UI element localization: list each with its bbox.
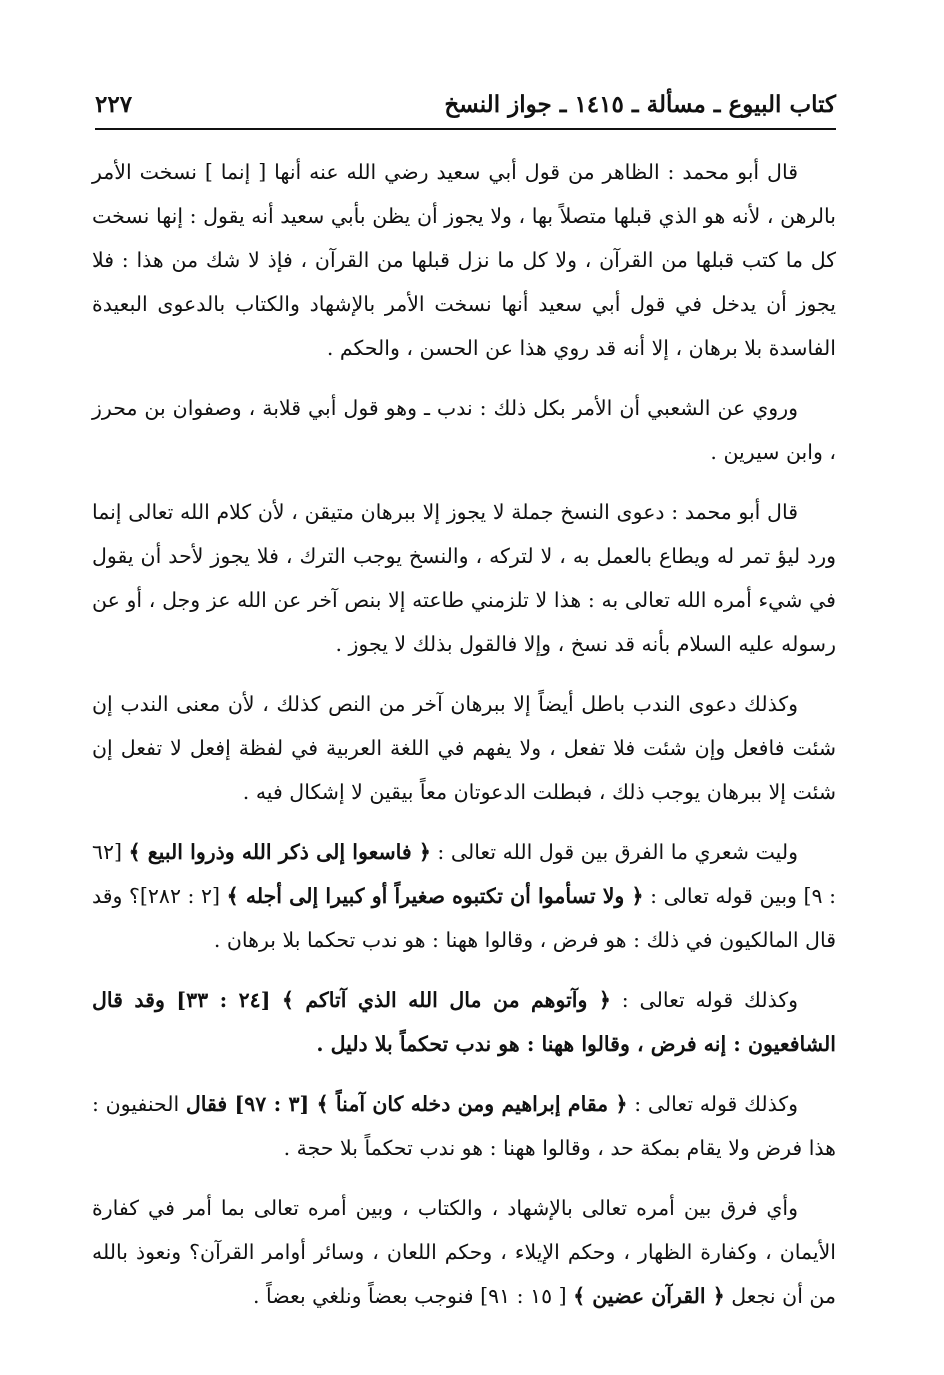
quran-verse: ﴿ ولا تسأموا أن تكتبوه صغيراً أو كبيرا إلى أجله ﴾ <box>226 884 644 908</box>
emphasized-word: فقال <box>185 1092 228 1116</box>
paragraph: وروي عن الشعبي أن الأمر بكل ذلك : ندب ـ وهو قول أبي قلابة ، وصفوان بن محرز ، وابن سيرين . <box>92 396 836 464</box>
quran-verse: ﴿ فاسعوا إلى ذكر الله وذروا البيع ﴾ <box>128 840 431 864</box>
paragraph-text: وكذلك قوله تعالى : <box>610 988 798 1012</box>
paragraph-text: [٦٢ : ٩] وبين قوله تعالى : <box>92 840 837 908</box>
paragraph: وكذلك دعوى الندب باطل أيضاً إلا ببرهان آخر من النص كذلك ، لأن معنى الندب إن شئت فافعل وإن شئت فلا تفعل ، ولا يفهم في اللغة العربية في لفظة إفعل لا تفعل إن شئت إلا ببرهان يوجب ذلك ، فبطلت الدعوتان معاً بيقين لا إشكال فيه . <box>92 692 836 804</box>
paragraph: قال أبو محمد : دعوى النسخ جملة لا يجوز إلا ببرهان متيقن ، لأن كلام الله تعالى إنما ورد ليؤ تمر له ويطاع بالعمل به ، لا لتركه ، والنسخ يوجب الترك ، فلا يجوز لأحد أن يقول في شيء أمره الله تعالى به : هذا لا تلزمني طاعته إلا بنص آخر عن الله عز وجل ، أو عن رسوله عليه السلام بأنه قد نسخ ، وإلا فالقول بذلك لا يجوز . <box>92 500 836 656</box>
paragraph-text: وأي فرق بين أمره تعالى بالإشهاد ، والكتاب ، وبين أمره تعالى بما أمر في كفارة الأيمان ، وكفارة الظهار ، وحكم الإيلاء ، وحكم اللعان ، وسائر أوامر القرآن؟ ونعوذ بالله من أن نجعل <box>92 1196 836 1308</box>
verse-reference: [٢٤ : ٣٣] وقد قال الشافعيون : إنه فرض ، وقالوا ههنا : هو ندب تحكماً بلا دليل . <box>92 988 836 1056</box>
paragraph-text: وكذلك قوله تعالى : <box>627 1092 799 1116</box>
quran-verse: ﴿ مقام إبراهيم ومن دخله كان آمناً ﴾ <box>316 1092 628 1116</box>
running-title: كتاب البيوع ـ مسألة ـ ١٤١٥ ـ جواز النسخ <box>444 90 836 118</box>
quran-verse: ﴿ القرآن عضين ﴾ <box>573 1284 725 1308</box>
page-body <box>92 150 836 1334</box>
paragraph-text: [ ١٥ : ٩١] فنوجب بعضاً ونلغي بعضاً . <box>253 1284 574 1308</box>
paragraph <box>92 830 836 962</box>
paragraph: قال أبو محمد : الظاهر من قول أبي سعيد رضي الله عنه أنها [ إنما ] نسخت الأمر بالرهن ، لأنه هو الذي قبلها متصلاً بها ، ولا يجوز أن يظن بأبي سعيد أنه يقول : إنها نسخت كل ما كتب قبلها من القرآن ، ولا كل ما نزل قبلها من القرآن ، فإذ لا شك من هذا : فلا يجوز أن يدخل في قول أبي سعيد أنها نسخت الأمر بالإشهاد والكتاب بالدعوى البعيدة الفاسدة بلا برهان ، إلا أنه قد روي هذا عن الحسن ، والحكم . <box>92 160 836 360</box>
paragraph-text: الحنفيون : هذا فرض ولا يقام بمكة حد ، وقالوا ههنا : هو ندب تحكماً بلا حجة . <box>92 1092 836 1160</box>
paragraph <box>92 1186 836 1318</box>
page-number: ٢٢٧ <box>95 90 133 118</box>
paragraph-text: وليت شعري ما الفرق بين قول الله تعالى : <box>430 840 798 864</box>
quran-verse: ﴿ وآتوهم من مال الله الذي آتاكم ﴾ <box>281 988 611 1012</box>
verse-reference: [٣ : ٩٧] <box>227 1092 317 1116</box>
paragraph <box>92 1082 836 1170</box>
paragraph <box>92 978 836 1066</box>
paragraph-text: [٢ : ٢٨٢]؟ وقد قال المالكيون في ذلك : هو فرض ، وقالوا ههنا : هو ندب تحكما بلا برهان . <box>92 884 836 952</box>
page-header <box>95 80 836 130</box>
